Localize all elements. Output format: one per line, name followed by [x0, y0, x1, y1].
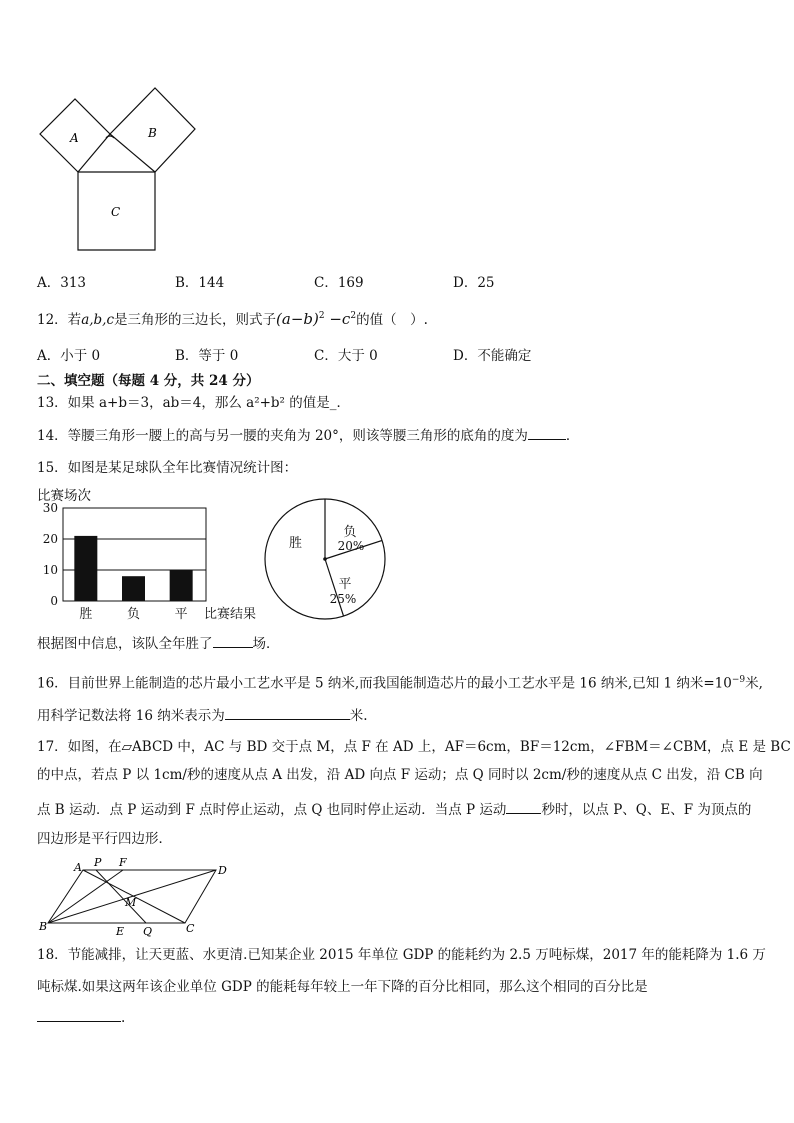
option-b: B．144: [175, 275, 225, 291]
q17-line3: 点 B 运动．点 P 运动到 F 点时停止运动，点 Q 也同时停止运动．当点 P 运动 秒时，以点 P、Q、E、F 为顶点的: [37, 802, 752, 818]
q13: 13．如果 a+b＝3，ab＝4，那么 a²+b² 的值是_．: [37, 395, 351, 411]
label-b: B: [148, 126, 157, 140]
q18-line2: 吨标煤.如果这两年该企业单位 GDP 的能耗每年较上一年下降的百分比相同，那么这个相同的百分比是: [37, 979, 648, 995]
option-d: D．不能确定: [453, 348, 532, 364]
slice-label-loss: 负: [343, 525, 357, 540]
label-c: C: [111, 205, 121, 219]
y-tick-label: 30: [42, 503, 58, 515]
bar: [74, 536, 97, 601]
x-tick-label: 负: [126, 607, 141, 621]
q16-line2: 用科学记数法将 16 纳米表示为 米.: [37, 708, 368, 724]
svg-text:P: P: [94, 856, 102, 869]
q17-line2: 的中点，若点 P 以 1cm/秒的速度从点 A 出发，沿 AD 向点 F 运动；点 Q 同时以 2cm/秒的速度从点 C 出发，沿 CB 向: [37, 767, 763, 783]
option-d: D．25: [453, 275, 495, 291]
svg-text:D: D: [218, 864, 227, 877]
y-tick-label: 10: [42, 563, 58, 577]
pie-chart: [262, 496, 388, 622]
option-c: C．大于 0: [314, 348, 378, 364]
section-heading: 二、填空题（每题 4 分，共 24 分）: [37, 373, 260, 389]
bar-chart-ylabel: 比赛场次: [37, 488, 91, 504]
q18-line1: 18．节能减排，让天更蓝、水更清.已知某企业 2015 年单位 GDP 的能耗约为 2.5 万吨标煤，2017 年的能耗降为 1.6 万: [37, 947, 766, 963]
squares-figure: [36, 85, 201, 255]
q17-line1: 17．如图，在▱ABCD 中，AC 与 BD 交于点 M，点 F 在 AD 上，AF＝6cm，BF＝12cm，∠FBM＝∠CBM，点 E 是 BC: [37, 739, 791, 755]
q15-question: 根据图中信息，该队全年胜了 场．: [37, 636, 280, 652]
bar: [170, 570, 193, 601]
q17-line4: 四边形是平行四边形．: [37, 831, 172, 847]
segment-bf: [48, 870, 123, 923]
svg-text:Q: Q: [143, 925, 153, 937]
option-a: A．小于 0: [37, 348, 101, 364]
slice-label-draw: 平: [338, 577, 352, 592]
svg-text:M: M: [125, 896, 137, 909]
svg-text:C: C: [186, 922, 195, 935]
label-a: A: [70, 131, 79, 145]
q15-stem: 15．如图是某足球队全年比赛情况统计图：: [37, 460, 298, 476]
q18-line3: .: [37, 1009, 125, 1027]
pie-center: [323, 557, 327, 561]
segment-pq: [96, 870, 146, 923]
option-a: A．313: [37, 275, 87, 291]
option-c: C．169: [314, 275, 364, 291]
x-tick-label: 平: [174, 607, 188, 621]
svg-text:E: E: [116, 925, 125, 937]
x-axis-label: 比赛结果: [204, 607, 257, 621]
q12-stem: 12．若a,b,c是三角形的三边长，则式子$(a-b)^2 -c^2$的值（ ）.: [37, 310, 428, 328]
q16-line1: 16．目前世界上能制造的芯片最小工艺水平是 5 纳米,而我国能制造芯片的最小工艺水平是 16 纳米,已知 1 纳米$=10^{-9}$米,: [37, 675, 763, 692]
svg-text:A: A: [74, 861, 82, 874]
svg-text:F: F: [119, 856, 127, 869]
parallelogram-figure: [36, 855, 236, 937]
x-tick-label: 胜: [79, 607, 93, 621]
q14: 14．等腰三角形一腰上的高与另一腰的夹角为 20°，则该等腰三角形的底角的度为 ．: [37, 428, 580, 444]
bar: [122, 576, 145, 601]
y-tick-label: 20: [42, 532, 58, 546]
slice-pct-draw: 25%: [329, 592, 357, 606]
svg-text:B: B: [39, 920, 48, 933]
bar-chart: [36, 503, 266, 621]
slice-label-win: 胜: [289, 536, 303, 551]
option-b: B．等于 0: [175, 348, 239, 364]
slice-pct-loss: 20%: [337, 539, 365, 553]
y-tick-label: 0: [50, 594, 58, 608]
